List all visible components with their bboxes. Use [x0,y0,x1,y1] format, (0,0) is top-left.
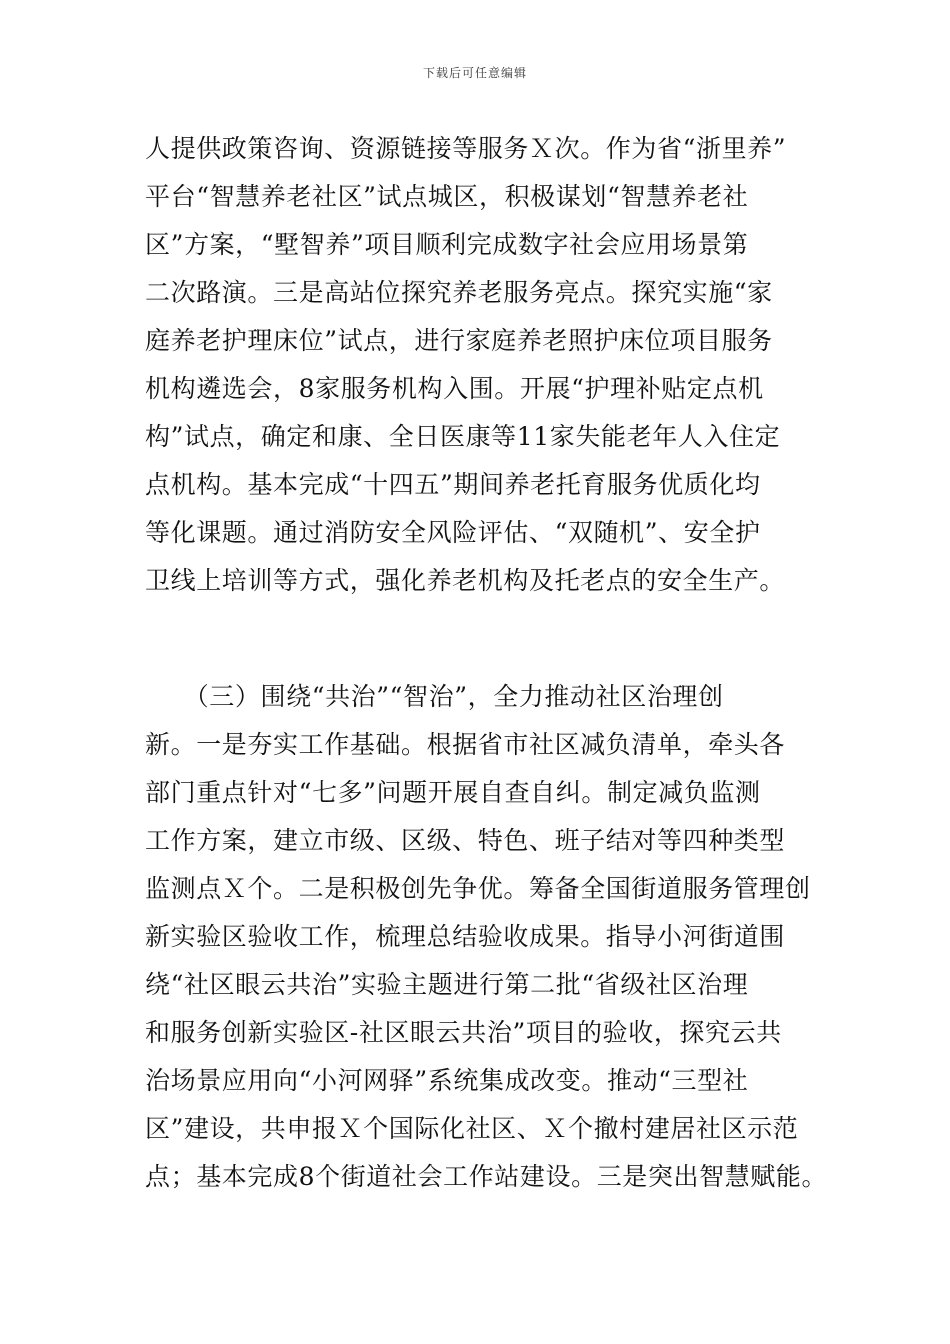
text-line: 点；基本完成8个街道社会工作站建设。三是突出智慧赋能。 [145,1162,828,1191]
text-line: （三）围绕“共治”“智治”，全力推动社区治理创 [145,682,724,711]
text-line: 二次路演。三是高站位探究养老服务亮点。探究实施“家 [145,278,773,307]
text-line: 新。一是夯实工作基础。根据省市社区减负清单，牵头各 [145,730,786,759]
text-line: 庭养老护理床位”试点，进行家庭养老照护床位项目服务 [145,326,773,355]
text-line: 等化课题。通过消防安全风险评估、“双随机”、安全护 [145,518,761,547]
text-line: 工作方案，建立市级、区级、特色、班子结对等四种类型 [145,826,786,855]
text-line: 区”方案，“墅智养”项目顺利完成数字社会应用场景第 [145,230,749,259]
text-line: 治场景应用向“小河网驿”系统集成改变。推动“三型社 [145,1066,749,1095]
text-line: 机构遴选会，8家服务机构入围。开展“护理补贴定点机 [145,374,764,403]
text-line: 新实验区验收工作，梳理总结验收成果。指导小河街道围 [145,922,786,951]
text-line: 卫线上培训等方式，强化养老机构及托老点的安全生产。 [145,566,786,595]
text-line: 和服务创新实验区-社区眼云共治”项目的验收，探究云共 [145,1018,782,1047]
text-line: 监测点Ｘ个。二是积极创先争优。筹备全国街道服务管理创 [145,874,811,903]
text-line: 点机构。基本完成“十四五”期间养老托育服务优质化均 [145,470,761,499]
text-line: 人提供政策咨询、资源链接等服务Ｘ次。作为省“浙里养” [145,134,787,163]
text-line: 部门重点针对“七多”问题开展自查自纠。制定减负监测 [145,778,761,807]
text-line: 绕“社区眼云共治”实验主题进行第二批“省级社区治理 [145,970,749,999]
text-line: 构”试点，确定和康、全日医康等11家失能老年人入住定 [145,422,781,451]
text-line: 平台“智慧养老社区”试点城区，积极谋划“智慧养老社 [145,182,749,211]
page-header: 下载后可任意编辑 [422,66,527,80]
text-line: 区”建设，共申报Ｘ个国际化社区、Ｘ个撤村建居社区示范 [145,1114,799,1143]
